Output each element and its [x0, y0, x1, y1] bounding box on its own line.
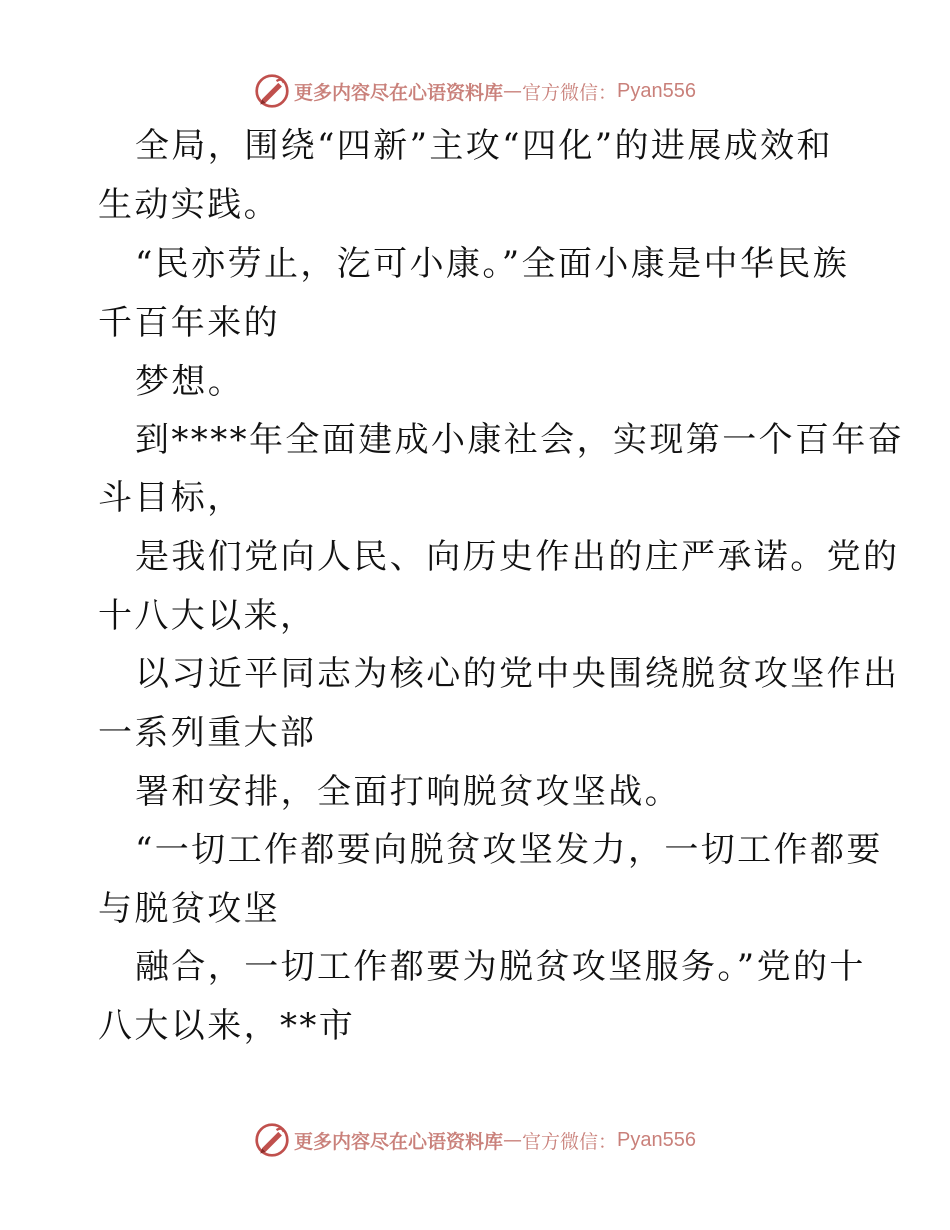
- text-line: 与脱贫攻坚: [98, 889, 280, 929]
- text-line: “民亦劳止，汔可小康。”全面小康是中华民族: [135, 244, 850, 284]
- text-line: “一切工作都要向脱贫攻坚发力，一切工作都要: [135, 830, 883, 870]
- text-line: 生动实践。: [98, 185, 280, 225]
- footer-banner: [0, 1120, 950, 1160]
- banner-title: 更多内容尽在心语资料库: [294, 1130, 504, 1153]
- banner-title: 更多内容尽在心语资料库: [294, 81, 504, 104]
- banner-wechat-label: 官方微信：: [522, 1130, 618, 1153]
- text-line: 一系列重大部: [98, 713, 317, 753]
- banner-wechat-label: 官方微信：: [522, 81, 618, 104]
- text-line: 斗目标，: [98, 478, 244, 518]
- text-line: 融合，一切工作都要为脱贫攻坚服务。”党的十: [135, 947, 866, 987]
- text-line: 十八大以来，: [98, 596, 317, 636]
- text-line: 是我们党向人民、向历史作出的庄严承诺。党的: [135, 537, 900, 577]
- banner-wechat-id: Pyan556: [617, 79, 696, 102]
- pen-logo-icon: [254, 73, 290, 109]
- text-line: 全局，围绕“四新”主攻“四化”的进展成效和: [135, 126, 833, 166]
- text-line: 以习近平同志为核心的党中央围绕脱贫攻坚作出: [135, 654, 900, 694]
- pen-logo-icon: [254, 1122, 290, 1158]
- text-line: 千百年来的: [98, 303, 280, 343]
- banner-separator: —: [503, 1129, 523, 1151]
- text-line: 到****年全面建成小康社会，实现第一个百年奋: [135, 420, 905, 460]
- text-line: 八大以来，**市: [98, 1006, 356, 1046]
- header-banner: [0, 71, 950, 111]
- text-line: 署和安排，全面打响脱贫攻坚战。: [135, 772, 681, 812]
- banner-wechat-id: Pyan556: [617, 1128, 696, 1151]
- text-line: 梦想。: [135, 362, 245, 402]
- banner-separator: —: [503, 80, 523, 102]
